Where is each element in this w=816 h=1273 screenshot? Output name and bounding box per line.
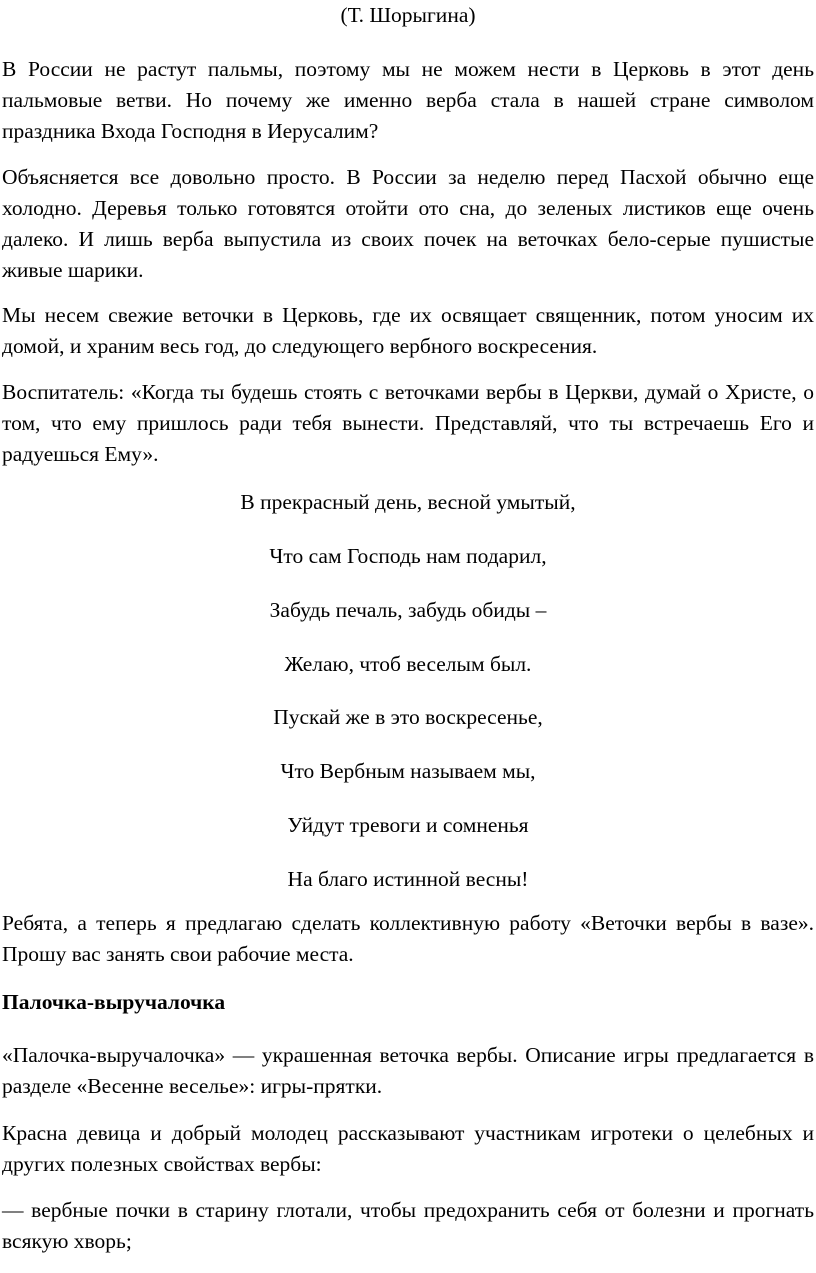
- poem-line: На благо истинной весны!: [287, 867, 529, 891]
- poem-line: Что Вербным называем мы,: [280, 759, 536, 783]
- poem-line: Что сам Господь нам подарил,: [269, 544, 547, 568]
- poem-line: Уйдут тревоги и сомненья: [287, 813, 529, 837]
- paragraph-palms: В России не растут пальмы, поэтому мы не можем нести в Церковь в этот день пальмовые ветви. Но почему же именно верба стала в нашей стране символом праздника Входа Господня в Иерусалим?: [2, 57, 814, 143]
- poem-line: В прекрасный день, весной умытый,: [240, 490, 576, 514]
- author-attribution: (Т. Шорыгина): [340, 3, 476, 27]
- poem-line: Пускай же в это воскресенье,: [273, 705, 543, 729]
- section-heading: Палочка-выручалочка: [2, 990, 226, 1014]
- poem-line: Забудь печаль, забудь обиды –: [269, 598, 547, 622]
- paragraph-teacher: Воспитатель: «Когда ты будешь стоять с веточками вербы в Церкви, думай о Христе, о том, что ему пришлось ради тебя вынести. Представляй, что ты встречаешь Его и радуешься Ему».: [2, 380, 814, 466]
- poem-line: Желаю, чтоб веселым был.: [284, 652, 532, 676]
- paragraph-willow-buds: — вербные почки в старину глотали, чтобы предохранить себя от болезни и прогнать всякую хворь;: [2, 1198, 814, 1253]
- paragraph-church: Мы несем свежие веточки в Церковь, где их освящает священник, потом уносим их домой, и храним весь год, до следующего вербного воскресения.: [2, 303, 814, 358]
- paragraph-game-description: «Палочка-выручалочка» — украшенная веточка вербы. Описание игры предлагается в разделе «Весенне веселье»: игры-прятки.: [2, 1043, 814, 1098]
- paragraph-explanation: Объясняется все довольно просто. В России за неделю перед Пасхой обычно еще холодно. Деревья только готовятся отойти ото сна, до зеленых листиков еще очень далеко. И лишь верба выпустила из своих почек на веточках бело-серые пушистые живые шарики.: [2, 165, 814, 282]
- paragraph-collective-work: Ребята, а теперь я предлагаю сделать коллективную работу «Веточки вербы в вазе». Прошу вас занять свои рабочие места.: [2, 911, 814, 966]
- paragraph-properties-intro: Красна девица и добрый молодец рассказывают участникам игротеки о целебных и других полезных свойствах вербы:: [2, 1121, 814, 1176]
